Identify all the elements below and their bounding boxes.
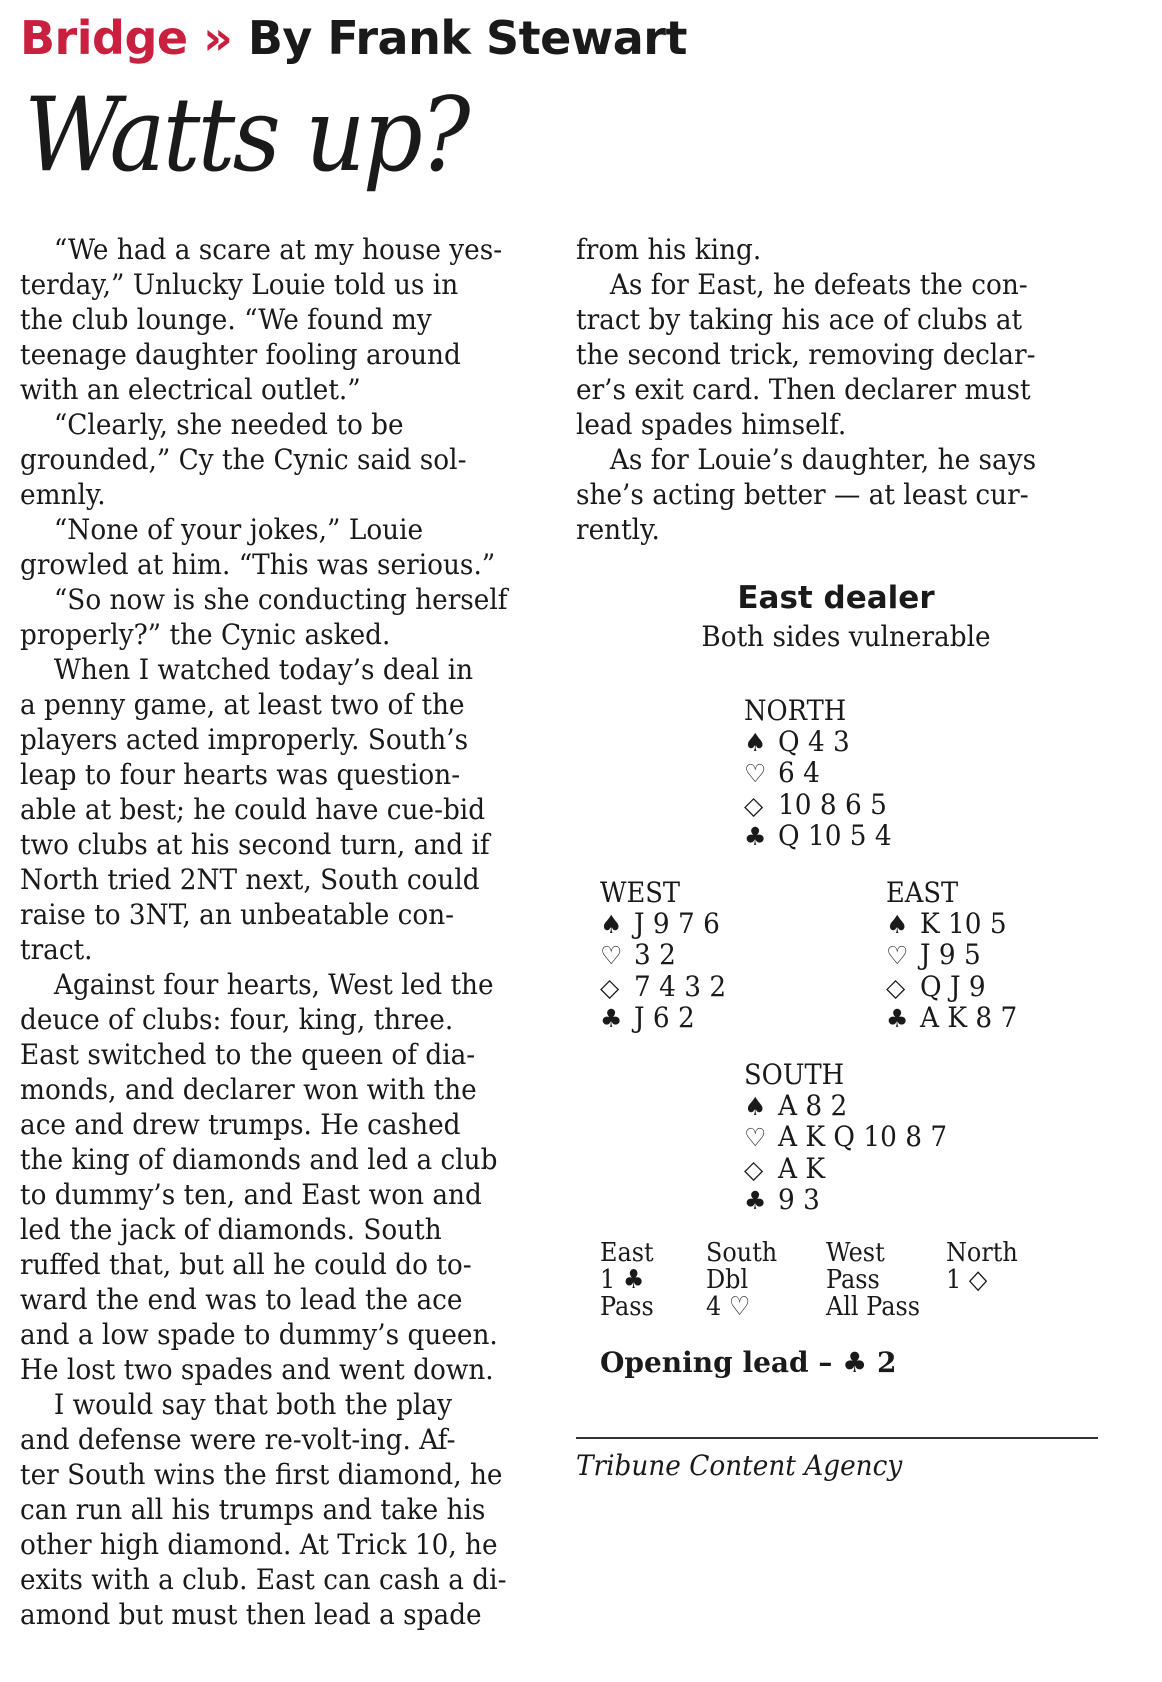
hand-label: SOUTH (744, 1058, 845, 1091)
text-line: and defense were re-volt-ing. Af- (20, 1423, 456, 1456)
club-icon: ♣ (600, 1004, 623, 1033)
text-line: and a low spade to dummy’s queen. (20, 1318, 498, 1351)
cards: K 10 5 (920, 906, 1007, 940)
heart-icon: ♡ (600, 941, 623, 970)
cards: 9 3 (778, 1183, 820, 1216)
text-line: When I watched today’s deal in (53, 653, 474, 686)
auction-call: Dbl (706, 1265, 749, 1295)
suit-holding (600, 940, 732, 972)
text-line: leap to four hearts was question- (20, 758, 461, 791)
section-label: Bridge (20, 11, 188, 65)
text-line: grounded,” Cy the Cynic said sol- (20, 443, 467, 476)
text-line: As for East, he defeats the con- (609, 268, 1028, 301)
text-line: monds, and declarer won with the (20, 1073, 477, 1106)
text-line: led the jack of diamonds. South (20, 1213, 442, 1246)
text-line: the king of diamonds and led a club (20, 1143, 498, 1176)
opening-lead (600, 1346, 896, 1380)
auction-seat: South (706, 1238, 778, 1268)
suit-holding (744, 1088, 958, 1123)
cards: 7 4 3 2 (634, 969, 727, 1003)
hand-label: EAST (886, 876, 959, 909)
auction-column-west (826, 1240, 928, 1321)
text-line: deuce of clubs: four, king, three. (20, 1003, 454, 1036)
diamond-icon: ◇ (600, 972, 620, 1002)
text-line: the club lounge. “We found my (20, 303, 432, 336)
divider (576, 1437, 1098, 1439)
cards: A K Q 10 8 7 (778, 1120, 948, 1153)
auction-call: Pass (600, 1292, 654, 1322)
club-icon: ♣ (744, 822, 767, 851)
credit-line: Tribune Content Agency (576, 1449, 903, 1482)
heart-icon: ♡ (744, 759, 767, 788)
cards: 6 4 (778, 756, 820, 789)
spade-icon: ♠ (744, 1091, 767, 1121)
hand-north (744, 696, 899, 853)
text-line: “None of your jokes,” Louie (53, 513, 424, 546)
auction-call: Pass (826, 1265, 880, 1295)
text-line: exits with a club. East can cash a di- (20, 1563, 507, 1596)
cards: Q 4 3 (778, 724, 850, 758)
suit-holding (600, 1003, 732, 1035)
text-line: emnly. (20, 478, 106, 511)
text-line: from his king. (576, 233, 762, 266)
text-line: the second trick, removing declar- (576, 338, 1036, 371)
cards: A K (778, 1151, 826, 1185)
text-line: properly?” the Cynic asked. (20, 618, 391, 651)
text-line: she’s acting better — at least cur- (576, 478, 1029, 511)
cards: A 8 2 (778, 1088, 848, 1122)
text-line: As for Louie’s daughter, he says (609, 443, 1037, 476)
cards: J 6 2 (634, 1001, 695, 1034)
auction-column-north (946, 1240, 1024, 1294)
auction-seat: West (826, 1238, 885, 1268)
suit-holding (744, 1151, 958, 1186)
byline: By Frank Stewart (247, 11, 687, 65)
text-line: two clubs at his second turn, and if (20, 828, 490, 861)
vulnerability-label: Both sides vulnerable (701, 620, 991, 653)
text-line: He lost two spades and went down. (20, 1353, 494, 1386)
text-line: “We had a scare at my house yes- (53, 233, 503, 266)
article-column-left (20, 232, 555, 1632)
auction-call: 1 ◇ (946, 1265, 988, 1295)
suit-holding (744, 1122, 958, 1154)
text-line: with an electrical outlet.” (20, 373, 361, 406)
suit-holding (744, 1185, 958, 1217)
cards: J 9 5 (920, 938, 981, 971)
auction-column-east (600, 1240, 659, 1321)
text-line: tract by taking his ace of clubs at (576, 303, 1023, 336)
cards: A K 8 7 (920, 1001, 1018, 1034)
cards: 10 8 6 5 (778, 787, 887, 821)
auction-seat: East (600, 1238, 654, 1268)
text-line: lead spades himself. (576, 408, 847, 441)
cards: Q 10 5 4 (778, 819, 892, 852)
text-line: tract. (20, 933, 93, 966)
text-line: East switched to the queen of dia- (20, 1038, 476, 1071)
suit-holding (744, 758, 899, 790)
cards: J 9 7 6 (634, 906, 720, 940)
hand-west (600, 878, 732, 1035)
headline: Watts up? (24, 76, 468, 195)
hand-label: NORTH (744, 694, 847, 727)
section-separator: » (203, 11, 233, 65)
text-line: able at best; he could have cue-bid (20, 793, 486, 826)
club-icon: ♣ (842, 1346, 868, 1379)
text-line: players acted improperly. South’s (20, 723, 469, 756)
text-line: raise to 3NT, an unbeatable con- (20, 898, 455, 931)
opening-lead-label: Opening lead – (600, 1346, 833, 1379)
suit-holding (744, 724, 899, 759)
auction-column-south (706, 1240, 783, 1321)
text-line: can run all his trumps and take his (20, 1493, 486, 1526)
heart-icon: ♡ (886, 941, 909, 970)
text-line: terday,” Unlucky Louie told us in (20, 268, 459, 301)
suit-holding (886, 1003, 1023, 1035)
cards: 3 2 (634, 938, 676, 971)
text-line: ace and drew trumps. He cashed (20, 1108, 461, 1141)
suit-holding (886, 906, 1023, 941)
text-line: amond but must then lead a spade (20, 1598, 482, 1631)
text-line: ter South wins the first diamond, he (20, 1458, 503, 1491)
text-line: a penny game, at least two of the (20, 688, 465, 721)
auction-call: 4 ♡ (706, 1292, 751, 1322)
hand-east (886, 878, 1023, 1035)
diamond-icon: ◇ (886, 972, 906, 1002)
suit-holding (886, 969, 1023, 1004)
text-line: North tried 2NT next, South could (20, 863, 480, 896)
text-line: rently. (576, 513, 660, 546)
text-line: teenage daughter fooling around (20, 338, 461, 371)
text-line: to dummy’s ten, and East won and (20, 1178, 482, 1211)
hand-south (744, 1060, 958, 1217)
text-line: Against four hearts, West led the (53, 968, 494, 1001)
diamond-icon: ◇ (744, 790, 764, 820)
suit-holding (600, 906, 732, 941)
spade-icon: ♠ (744, 727, 767, 757)
text-line: ward the end was to lead the ace (20, 1283, 463, 1316)
text-line: I would say that both the play (53, 1388, 453, 1421)
text-line: “Clearly, she needed to be (53, 408, 404, 441)
auction-call: 1 ♣ (600, 1265, 645, 1295)
heart-icon: ♡ (744, 1123, 767, 1152)
spade-icon: ♠ (886, 909, 909, 939)
text-line: ruffed that, but all he could do to- (20, 1248, 472, 1281)
suit-holding (744, 821, 899, 853)
cards: Q J 9 (920, 969, 986, 1003)
club-icon: ♣ (886, 1004, 909, 1033)
diamond-icon: ◇ (744, 1154, 764, 1184)
auction-seat: North (946, 1238, 1018, 1268)
suit-holding (744, 787, 899, 822)
spade-icon: ♠ (600, 909, 623, 939)
text-line: other high diamond. At Trick 10, he (20, 1528, 498, 1561)
suit-holding (600, 969, 732, 1004)
dealer-label: East dealer (737, 580, 935, 616)
opening-lead-card: 2 (877, 1346, 897, 1379)
text-line: growled at him. “This was serious.” (20, 548, 496, 581)
hand-label: WEST (600, 876, 681, 909)
text-line: er’s exit card. Then declarer must (576, 373, 1031, 406)
suit-holding (886, 940, 1023, 972)
bridge-diagram (576, 0, 1116, 1682)
club-icon: ♣ (744, 1186, 767, 1215)
text-line: “So now is she conducting herself (53, 583, 508, 616)
auction-call: All Pass (826, 1292, 921, 1322)
